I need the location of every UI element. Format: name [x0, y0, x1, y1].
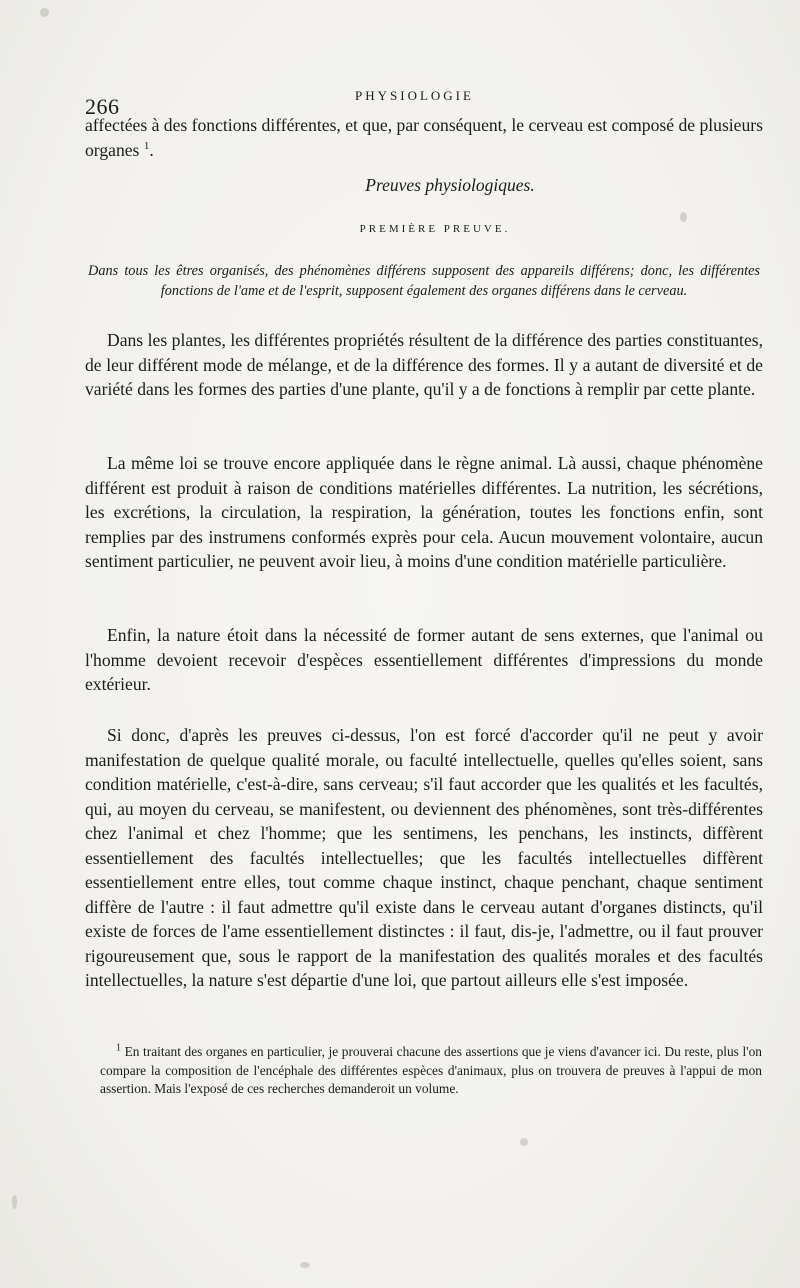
paper-speck: [12, 1195, 17, 1209]
proof-heading: PREMIÈRE PREUVE.: [359, 223, 511, 235]
footnote-text: En traitant des organes en particulier, je prouverai chacune des assertions que je viens d'avancer ici. Du reste, plus l'on compare la composition de l'encéphale des différentes espèces d'animaux, plus on trouvera de preuves à l'appui de mon assertion. Mais l'exposé de ces recherches demanderoit un volume.: [100, 1044, 762, 1096]
paragraph-external-senses: Enfin, la nature étoit dans la nécessité de former autant de sens externes, que l'animal ou l'homme devoient recevoir d'espèces essentiellement différentes d'impressions du monde extérieur.: [85, 625, 763, 694]
footnote: [100, 1043, 762, 1099]
paragraph-animal-kingdom: La même loi se trouve encore appliquée dans le règne animal. Là aussi, chaque phénomène différent est produit à raison de conditions matérielles différentes. La nutrition, les sécrétions, les excrétions, la circulation, la respiration, la génération, toutes les fonctions enfin, sont remplies par des instrumens conformés exprès pour cela. Aucun mouvement volontaire, aucun sentiment particulier, ne peuvent avoir lieu, à moins d'une condition matérielle particulière.: [85, 453, 763, 571]
proof-statement: Dans tous les êtres organisés, des phénomènes différens supposent des appareils différens; donc, les différentes fonctions de l'ame et de l'esprit, supposent également des organes différens dans le cerveau.: [88, 263, 760, 299]
paper-speck: [300, 1262, 310, 1268]
opening-paragraph-text: affectées à des fonctions différentes, et que, par conséquent, le cerveau est composé de plusieurs organes: [85, 115, 763, 160]
footnote-marker: 1: [116, 1042, 121, 1054]
footnote-reference: 1: [143, 139, 150, 152]
paper-speck: [680, 212, 687, 222]
paper-speck: [40, 8, 49, 17]
paragraph-conclusion: Si donc, d'après les preuves ci-dessus, l'on est forcé d'accorder qu'il ne peut y avoir manifestation de quelque qualité morale, ou faculté intellectuelle, quelles qu'elles soient, sans condition matérielle, c'est-à-dire, sans cerveau; s'il faut accorder que les qualités et les facultés, qui, au moyen du cerveau, se manifestent, ou deviennent des phénomènes, sont très-différentes chez l'animal et chez l'homme; que les sentimens, les penchans, les instincts, diffèrent essentiellement des facultés intellectuelles; que les facultés intellectuelles diffèrent essentiellement entre elles, tout comme chaque instinct, chaque penchant, chaque sentiment diffère de l'autre : il faut admettre qu'il existe dans le cerveau autant d'organes distincts, qu'il existe de forces de l'ame essentiellement distinctes : il faut, dis-je, l'admettre, ou il faut prouver rigoureusement que, sous le rapport de la manifestation des qualités morales et des facultés intellectuelles, la nature s'est départie d'une loi, que partout ailleurs elle s'est imposée.: [85, 725, 763, 990]
running-head: PHYSIOLOGIE: [355, 88, 474, 103]
section-title: Preuves physiologiques.: [365, 175, 535, 195]
paragraph-plants: Dans les plantes, les différentes propriétés résultent de la différence des parties constituantes, de leur différent mode de mélange, et de la différence des formes. Il y a autant de diversité et de variété dans les formes des parties d'une plante, qu'il y a de fonctions à remplir par cette plante.: [85, 330, 763, 399]
page-number: 266: [85, 94, 120, 119]
opening-paragraph: [85, 113, 763, 162]
paper-speck: [520, 1138, 528, 1146]
opening-paragraph-end: .: [149, 139, 154, 160]
